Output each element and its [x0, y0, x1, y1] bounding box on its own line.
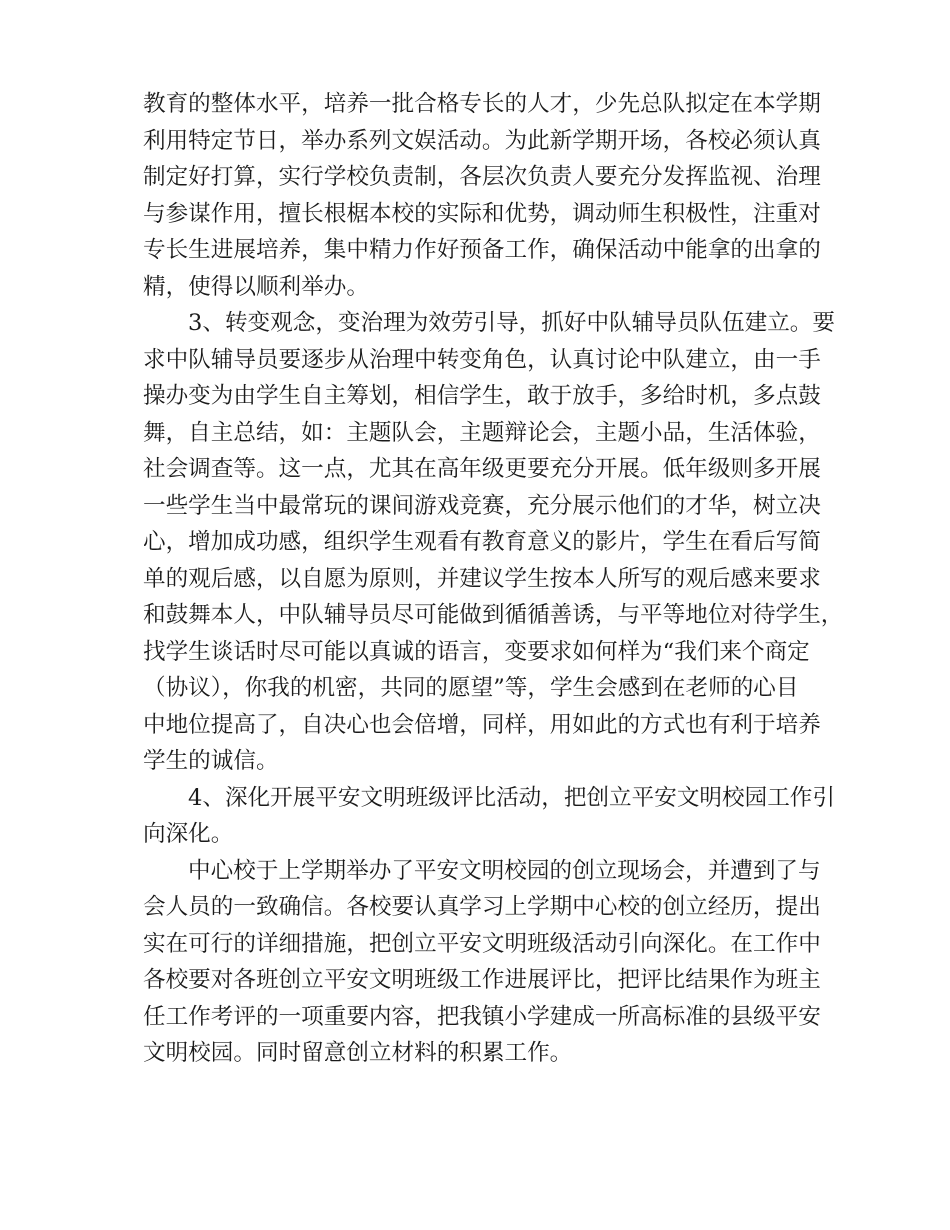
paragraph-3 — [143, 780, 833, 853]
text-line: 3、转变观念，变治理为效劳引导，抓好中队辅导员队伍建立。要 — [188, 310, 835, 336]
text-line: 社会调查等。这一点，尤其在高年级更要充分开展。低年级则多开展 — [143, 456, 821, 482]
text-line: 与参谋作用，擅长根椐本校的实际和优势，调动师生积极性，注重对 — [143, 200, 821, 227]
text-line: 任工作考评的一项重要内容，把我镇小学建成一所高标准的县级平安 — [143, 1003, 821, 1030]
text-line: 利用特定节日，举办系列文娱活动。为此新学期开场，各校必须认真 — [143, 127, 821, 154]
text-line: 中地位提高了，自决心也会倍增，同样，用如此的方式也有利于培养 — [143, 711, 821, 738]
paragraph-4 — [143, 853, 833, 1072]
text-line: 中心校于上学期举办了平安文明校园的创立现场会，并遭到了与 — [188, 857, 821, 884]
text-line: 4、深化开展平安文明班级评比活动，把创立平安文明校园工作引 — [188, 784, 835, 811]
text-line: 制定好打算，实行学校负责制，各层次负责人要充分发挥监视、治理 — [143, 164, 821, 190]
text-line: 操办变为由学生自主筹划，相信学生，敢于放手，多给时机，多点鼓 — [143, 383, 821, 409]
document-body — [143, 86, 844, 1072]
text-line: 学生的诚信。 — [143, 748, 279, 774]
text-line: 文明校园。同时留意创立材料的积累工作。 — [143, 1040, 573, 1066]
text-line: 心，增加成功感，组织学生观看有教育意义的影片，学生在看后写简 — [143, 529, 821, 555]
text-line: 求中队辅导员要逐步从治理中转变角色，认真讨论中队建立，由一手 — [143, 346, 821, 373]
text-line: 和鼓舞本人，中队辅导员尽可能做到循循善诱，与平等地位对待学生， — [143, 602, 844, 628]
text-line: 教育的整体水平，培养一批合格专长的人才，少先总队拟定在本学期 — [143, 91, 821, 117]
text-line: （协议），你我的机密，共同的愿望”等，学生会感到在老师的心目 — [143, 675, 799, 701]
text-line: 会人员的一致确信。各校要认真学习上学期中心校的创立经历，提出 — [143, 894, 821, 920]
text-line: 一些学生当中最常玩的课间游戏竞赛，充分展示他们的才华，树立决 — [143, 492, 821, 519]
text-line: 精，使得以顺利举办。 — [143, 273, 369, 300]
paragraph-2 — [143, 305, 844, 780]
text-line: 各校要对各班创立平安文明班级工作进展评比，把评比结果作为班主 — [143, 967, 821, 993]
text-line: 舞，自主总结，如：主题队会，主题辩论会，主题小品，生活体验， — [143, 419, 821, 446]
text-line: 向深化。 — [143, 821, 234, 847]
text-line: 找学生谈话时尽可能以真诚的语言，变要求如何样为“我们来个商定 — [143, 638, 810, 665]
text-line: 专长生进展培养，集中精力作好预备工作，确保活动中能拿的出拿的 — [143, 237, 821, 263]
paragraph-1 — [143, 86, 833, 305]
text-line: 实在可行的详细措施，把创立平安文明班级活动引向深化。在工作中 — [143, 930, 821, 957]
text-line: 单的观后感，以自愿为原则，并建议学生按本人所写的观后感来要求 — [143, 565, 821, 592]
